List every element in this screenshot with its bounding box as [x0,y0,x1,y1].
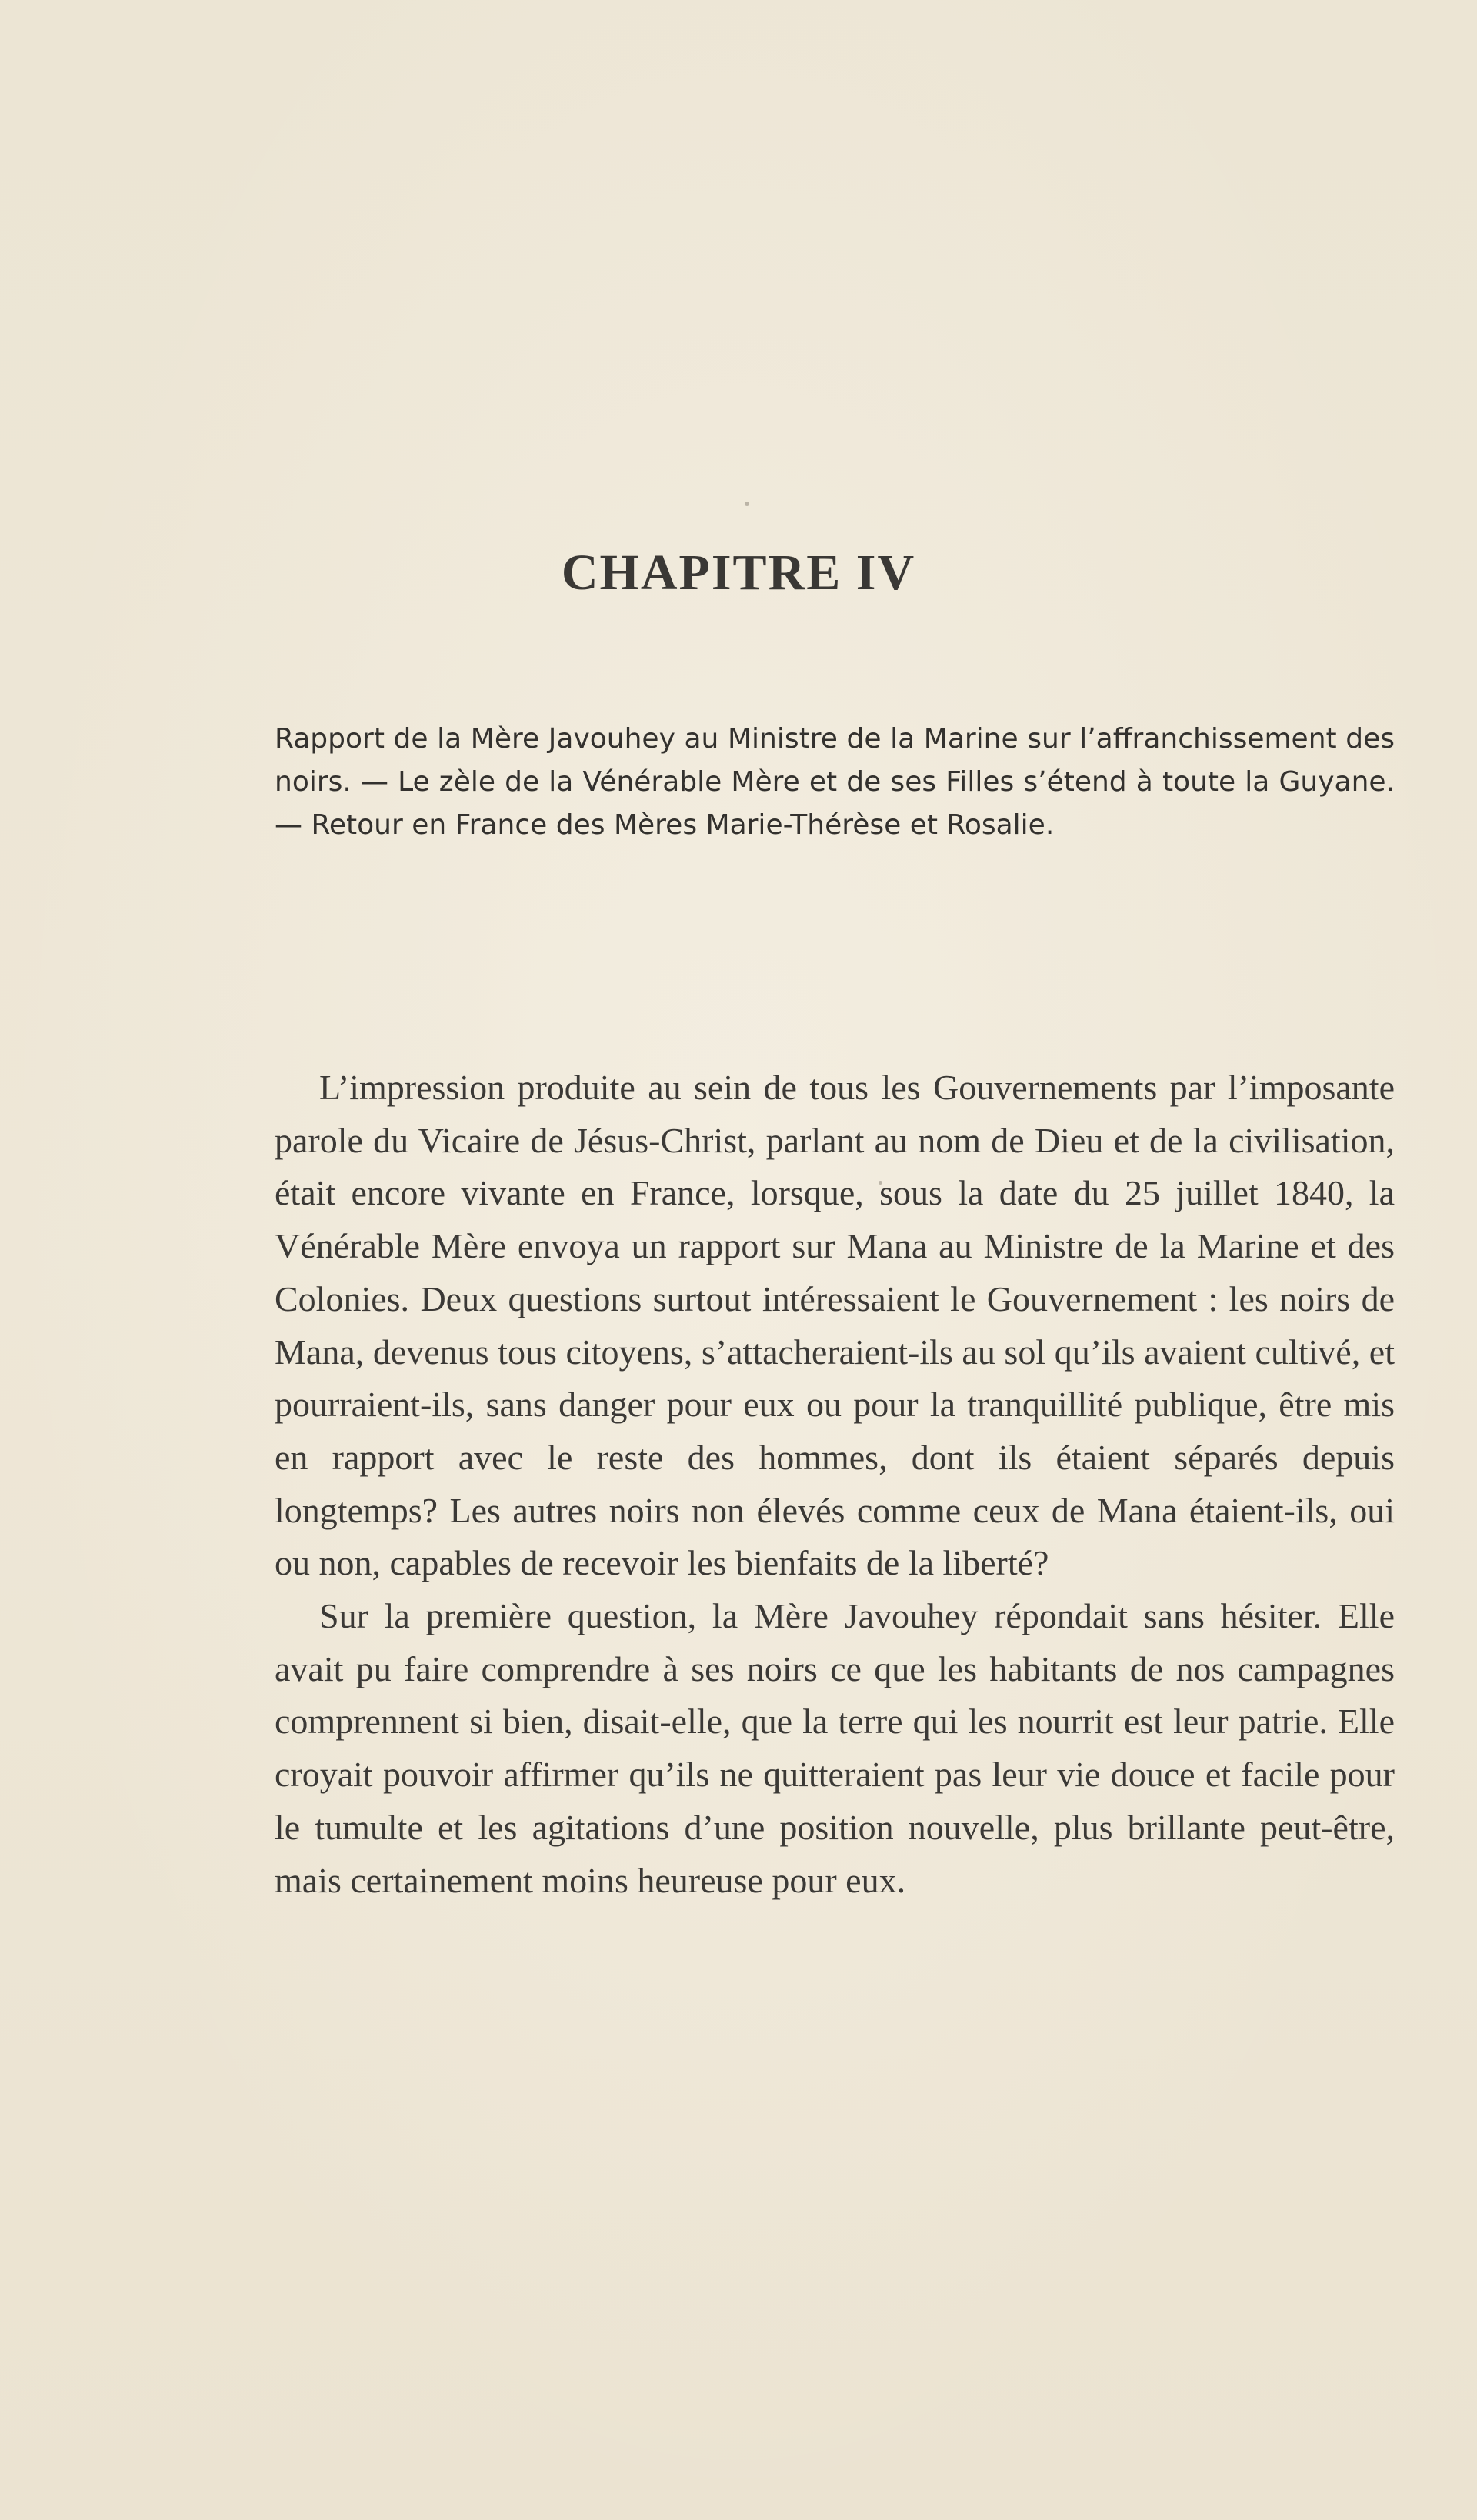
chapter-summary: Rapport de la Mère Javouhey au Ministre de la Marine sur l’affranchissement des noirs. — Le zèle de la Vénérable Mère et de ses Filles s’étend à toute la Guyane. — Retour en France des Mères Marie-Thérèse et Rosalie. [275,723,1395,841]
body-paragraph-1: L’impression produite au sein de tous les Gouvernements par l’imposante parole du Vicaire de Jésus-Christ, parlant au nom de Dieu et de la civilisation, était encore vivante en France, lorsque, sous la date du 25 juillet 1840, la Vénérable Mère envoya un rapport sur Mana au Ministre de la Marine et des Colonies. Deux questions surtout intéressaient le Gouvernement : les noirs de Mana, devenus tous citoyens, s’attacheraient-ils au sol qu’ils avaient cultivé, et pourraient-ils, sans danger pour eux ou pour la tranquillité publique, être mis en rapport avec le reste des hommes, dont ils étaient séparés depuis longtemps? Les autres noirs non élevés comme ceux de Mana étaient-ils, oui ou non, capables de recevoir les bienfaits de la liberté? [275,1068,1395,1583]
chapter-title: CHAPITRE IV [561,545,916,602]
body-text [275,1062,1395,1907]
paper-speck [745,502,749,506]
body-paragraph-2: Sur la première question, la Mère Javouhey répondait sans hésiter. Elle avait pu faire comprendre à ses noirs ce que les habitants de nos campagnes comprennent si bien, disait-elle, que la terre qui les nourrit est leur patrie. Elle croyait pouvoir affirmer qu’ils ne quitteraient pas leur vie douce et facile pour le tumulte et les agitations d’une position nouvelle, plus brillante peut-être, mais certainement moins heureuse pour eux. [275,1596,1395,1900]
